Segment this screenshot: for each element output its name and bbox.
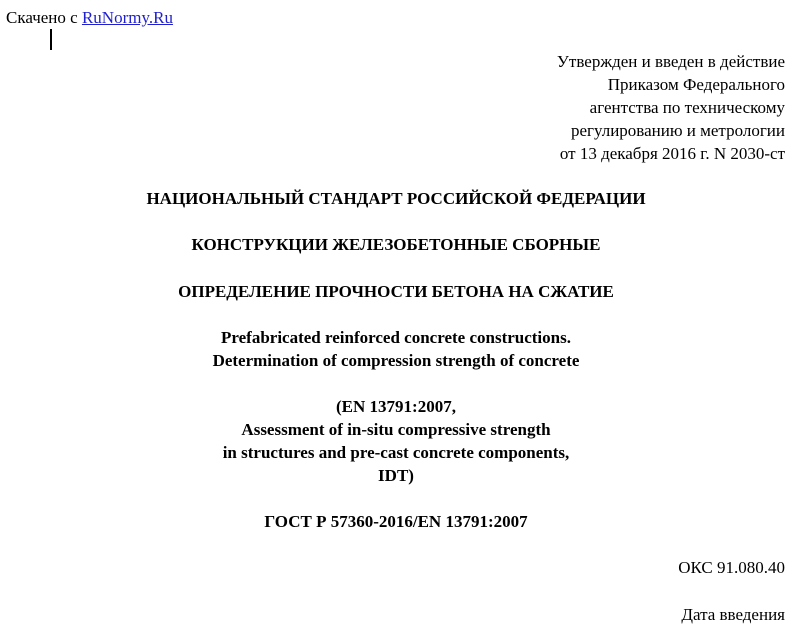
gost-designation: ГОСТ Р 57360-2016/EN 13791:2007: [264, 512, 528, 531]
equivalence-line: (EN 13791:2007,: [336, 397, 456, 416]
approval-line: агентства по техническому: [589, 98, 785, 117]
equivalence-note: [0, 395, 792, 487]
text-cursor: [50, 29, 52, 50]
standard-subject-title: КОНСТРУКЦИИ ЖЕЛЕЗОБЕТОННЫЕ СБОРНЫЕ: [191, 235, 601, 254]
date-intro-label: Дата введения: [681, 605, 785, 624]
equivalence-line: Assessment of in-situ compressive strength: [241, 420, 551, 439]
approval-line: регулированию и метрологии: [570, 121, 785, 140]
runormy-link[interactable]: RuNormy.Ru: [81, 8, 173, 27]
english-title-line: Determination of compression strength of concrete: [212, 351, 580, 370]
download-source-prefix: Скачено с: [6, 8, 82, 27]
equivalence-line: in structures and pre-cast concrete components,: [222, 443, 570, 462]
english-title: [0, 326, 792, 372]
oks-code: ОКС 91.080.40: [678, 558, 785, 577]
national-standard-title: НАЦИОНАЛЬНЫЙ СТАНДАРТ РОССИЙСКОЙ ФЕДЕРАЦИИ: [146, 189, 646, 208]
standard-method-title: ОПРЕДЕЛЕНИЕ ПРОЧНОСТИ БЕТОНА НА СЖАТИЕ: [178, 282, 614, 301]
approval-line: Утвержден и введен в действие: [556, 52, 785, 71]
approval-line: от 13 декабря 2016 г. N 2030-ст: [559, 144, 785, 163]
equivalence-line: IDT): [378, 466, 414, 485]
english-title-line: Prefabricated reinforced concrete constructions.: [221, 328, 571, 347]
download-source-line: [6, 6, 173, 29]
approval-line: Приказом Федерального: [607, 75, 785, 94]
approval-block: [365, 50, 785, 165]
